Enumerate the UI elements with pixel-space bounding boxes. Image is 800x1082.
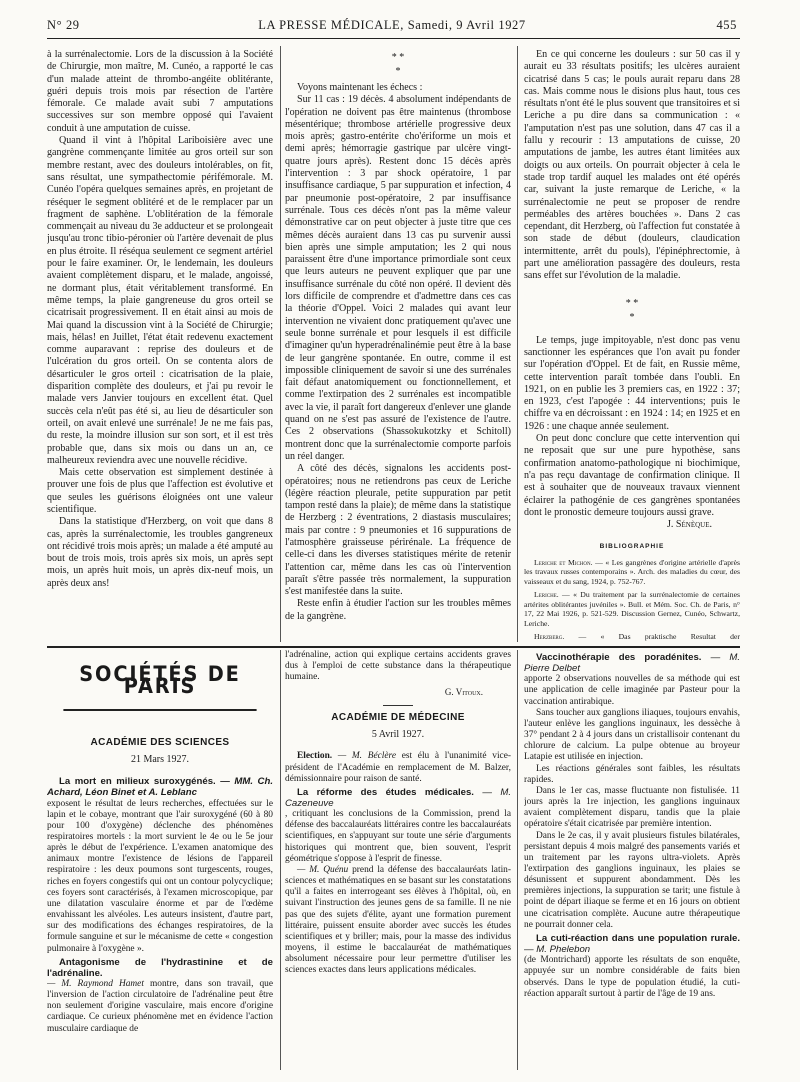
paragraph: Dans le 2e cas, il y avait plusieurs fistules bilatérales, persistant depuis 4 mois malgré des pansements variés et un traitement par les rayons ultra-violets. Après l'extirpation des ganglions inguinaux, les plaies se désunissent et suppurent abondamment. Dès les premières injections, la suppuration se tarit; une fistule à point de départ iliaque se ferme et en 16 jours on obtient une cicatrisation complète. Aucune autre thérapeutique ne pourrait donner cela. [524,830,740,930]
paragraph: Mais cette observation est simplement destinée à prouver une fois de plus que l'affection est évolutive et que seules les guérisons éloignées ont une valeur scientifique. [47,467,273,515]
academy-title: ACADÉMIE DES SCIENCES [90,736,230,748]
communication-body: (de Montrichard) apporte les résultats de son enquête, appuyée sur un nombre considérable de faits bien observés. Dans le type de population étudié, la cuti-réaction apparaît surtout à partir de l'âge de 19 ans. [524,955,740,999]
societes-column-3 [524,650,740,1070]
communication-body: Election. — M. Béclère est élu à l'unanimité vice-président de l'Académie en remplacement de M. Balzer, démissionnaire pour raison de santé. [285,751,511,784]
column-divider [517,46,518,642]
paragraph: Les réactions générales sont faibles, les résultats rapides. [524,763,740,785]
section-rule [47,646,740,648]
section-title: SOCIÉTÉS DE PARIS [63,650,256,711]
bibliography-entry: Leriche. — « Du traitement par la surrénalectomie de certaines artérites oblitérantes juvéniles ». Bull. et Mém. Soc. Ch. de Paris, n° 17, 22 Mai 1926, p. 521-529. Discussion Gernez, Cunéo, Schwartz, Leriche. [524,590,740,628]
section-asterism: * * * [625,297,639,323]
communication-body: — M. Raymond Hamet montre, dans son travail, que l'inversion de l'action circulatoire de l'adrénaline peut être non seulement d'origine vasculaire, mais encore d'origine cardiaque. Ce curieux phénomène met en évidence l'action musculaire cardiaque de [47,979,273,1034]
bibliography-entry: Leriche et Michon. — « Les gangrènes d'origine artérielle d'après les travaux russes contemporains ». Arch. des maladies du cœur, des vaisseaux et du sang, 1924, p. 752-767. [524,557,740,586]
bibliography-heading: BIBLIOGRAPHIE [599,543,665,551]
bibliography-entry: Herzberg. — « Das praktische Resultat der [534,632,740,642]
reporter-signature: G. Vitoux. [444,687,483,698]
article-column-1 [47,49,273,642]
running-header [47,18,737,34]
societes-column-2 [285,650,511,1070]
column-divider [280,46,281,642]
session-date: 5 Avril 1927. [371,729,425,741]
paragraph: Quand il vint à l'hôpital Lariboisière avec une gangrène commençante limitée au gros orteil sur son membre restant, avec des douleurs intolérables, on fit, sans résultat, une sympathectomie périfémorale. M. Cunéo l'opéra quelques semaines après, en projetant de réséquer le segment oblitéré et de le remplacer par un fragment de saphène. L'oblitération de la fémorale commençait au niveau du 3e adducteur et se prolongeait jusqu'au tronc tibio-péronier où l'artère devenait de plus en plus étroite. Il réséqua seulement ce segment artériel pour le faire examiner. Or, le lendemain, les douleurs avaient complètement disparu, et le malade, angoissé, ne dormant plus, était véritablement transformé. En même temps, la plaie gangreneuse du gros orteil se cicatrisait progressivement. Il en était ainsi au mois de Mai quand la discussion vint à la Société de Chirurgie; mais, hélas! en Juillet, l'état était redevenu exactement comme auparavant : reprise des douleurs et de l'ulcération du gros orteil. On se contenta alors de désarticuler le gros orteil : cicatrisation de la plaie, disparition complète des douleurs, et j'ai pu revoir le malade vers Janvier toujours en excellent état. Quel succès cela n'eût pas été si, au lieu de désarticuler son orteil, on avait enlevé une surrénale! Je ne me fais pas, du reste, la moindre illusion sur son sort, et il est très probable que, dans six mois ou dans un an, ce malheureux reviendra avec une nouvelle récidive. [47,135,273,466]
communication-body: — M. Quénu prend la défense des baccalauréats latin-sciences et mathématiques en se basant sur les constatations qu'il a faites en interrogeant ses élèves à l'hôpital, où, en suivant l'instruction des jeunes gens de sa famille. Il ne nie pas que des sujets d'élite, ayant une formation purement littéraire, puissent ensuite aborder avec succès les études scientifiques et y briller; mais, pour la masse des individus moyens, il estime le baccalauréat de mathématiques absolument nécessaire pour leur permettre d'utiliser les sciences exactes dans leurs applications médicales. [285,864,511,976]
author-signature: J. Sénèque. [666,519,712,531]
article-column-3 [524,49,740,642]
paragraph: Sur 11 cas : 19 décès. 4 absolument indépendants de l'opération ne doivent pas être maintenus (thrombose mésentérique; thrombose artérielle progressive deux mois après; gastro-entérite cho'ériforme un mois et demi après; hémorragie gastrique par ulcère vingt-quatre jours après). Restent donc 15 décès après l'intervention : 3 par shock opératoire, 1 par insuffisance cardiaque, 5 par suppuration et infection, 4 par pneumonie post-opératoire, 2 par insuffisance surrénale. Tous ces décès n'ont pas la même valeur démonstrative car on peut objecter à juste titre que ces mêmes décès auraient dans 13 cas pu survenir aussi bien après une simple amputation; les 2 qui nous paraissent être d'une importance primordiale sont ceux que leurs auteurs ne peuvent expliquer que par une insuffisance surrénale du côté non opéré. Il devient dès lors difficile de comprendre et d'admettre dans ces cas la théorie d'Oppel. Voici 2 malades qui avant leur intervention ne vivaient donc pratiquement qu'avec une seule bonne surrénale et pour lesquels il est difficile d'imaginer qu'un hyperadrénalinémie peut être à la base de leur gangrène spontanée. En outre, comme il est impossible cliniquement de savoir si une des surrénales fait défaut anatomiquement ou fonctionnellement, et comme l'extirpation des 2 surrénales est incompatible avec la vie, il paraît fort dangereux d'enlever une glande quand on ne s'est pas assuré de l'existence de l'autre. Ces 2 observations (Shassokukotzky et Schitoll) montrent donc que la surrénalectomie comporte parfois un réel danger. [285,94,511,462]
paragraph: Dans le 1er cas, masse fluctuante non fistulisée. 11 jours après la 1re injection, les ganglions inguinaux avaient complètement disparu, tandis que la plaie opératoire s'était cicatrisée par première intention. [524,785,740,830]
issue-number: N° 29 [47,18,80,32]
paragraph: Dans la statistique d'Herzberg, on voit que dans 8 cas, après la surrénalectomie, les troubles gangreneux ont récidivé trois mois après; un malade a été amputé au bout de trois mois, trois après six mois, un après sept mois, un après huit mois, un après dix-neuf mois, un après deux ans! [47,516,273,589]
page-number: 455 [716,18,737,32]
journal-title: LA PRESSE MÉDICALE, Samedi, 9 Avril 1927 [258,18,526,32]
column-divider [517,650,518,1070]
communication-title: La cuti-réaction dans une population rurale. — M. Phelebon [524,932,740,956]
communication-title: La mort en milieux suroxygénés. — MM. Ch. Achard, Léon Binet et A. Leblanc [47,776,273,799]
communication-body: exposent le résultat de leurs recherches, effectuées sur le lapin et le cobaye, montrant que l'air suroxygéné (60 à 80 pour 100 d'oxygène) déclenche des phénomènes respiratoires mortels : la mort survient le 4e ou le 5e jour après le début de l'expérience. L'examen anatomique des animaux montre l'existence de lésions de l'appareil respiratoire : les deux poumons sont turgescents, rouges, riches en foyers congestifs qui ont un contour polycyclique; ces foyers sont caractérisés, à l'examen microscopique, par une dilatation vasculaire énorme et par de l'œdème envahissant les alvéoles. Les auteurs insistent, d'autre part, sur des modifications des échanges respiratoires, de la formule sanguine et sur le mécanisme de cette « congestion pulmonaire à l'oxygène ». [47,798,273,954]
communication-body: , critiquant les conclusions de la Commission, prend la défense des baccalauréats littéraires contre les baccalauréats scientifiques, en s'appuyant sur toute une série d'arguments historiques qui montrent que, bien souvent, l'esprit géométrique s'oppose à l'esprit de finesse. [285,809,511,864]
paragraph: On peut donc conclure que cette intervention qui ne reposait que sur une pure hypothèse, sans confirmation anatomo-pathologique ni biochimique, n'a pas reçu davantage de confirmation clinique. Il est à souhaiter que de nouveaux travaux viennent éclairer la pathogénie de ces gangrènes spontanées dont le pronostic demeure toujours aussi grave. [524,433,740,518]
paragraph: Reste enfin à étudier l'action sur les troubles mêmes de la gangrène. [285,598,511,622]
paragraph: A côté des décès, signalons les accidents post-opératoires; nous ne retiendrons pas ceux de Leriche (légère réaction pleurale, petite suppuration par petit tampon resté dans la plaie); de même dans la statistique de Herzberg : 2 éventrations, 2 diastasis musculaires; mais par contre : 9 pneumonies et 16 suppurations de l'atmosphère graisseuse périrénale. La fréquence de celle-ci dans les diverses statistiques mérite de retenir l'attention car, même dans les cas où l'intervention paraît s'être passée très normalement, la suppuration s'est manifestée dans la suite. [285,463,511,598]
communication-body: apporte 2 observations nouvelles de sa méthode qui est une application de celle imaginée par Pasteur pour la vaccination antirabique. [524,674,740,707]
article-column-2 [285,49,511,642]
paragraph: En ce qui concerne les douleurs : sur 50 cas il y aurait eu 33 résultats positifs; les ulcères auraient cicatrisé dans 5 cas; le pouls aurait reparu dans 28 cas. Mais comme nous le disions plus haut, tous ces résultats n'ont été le plus souvent que transitoires et si Leriche a pu dire dans sa communication : « l'amputation n'est pas une solution, dans 47 cas il a fallu y recourir : 13 amputations de cuisse, 20 amputations de jambe, les autres étant limitées aux doigts ou aux orteils. On pourrait objecter à cela le stade trop tardif auquel les malades ont été opérés car, suivant la juste remarque de Leriche, « la surrénalectomie ne peut se proposer de rendre perméables des artères bouchées ». Dans 2 cas cependant, dit Herzberg, où l'affection fut constatée à son stade de début (douleurs, claudication intermittente, arrêt du pouls), l'épinéphrectomie, à part une amélioration passagère des douleurs, resta sans effet sur l'évolution de la maladie. [524,49,740,282]
session-date: 21 Mars 1927. [130,753,190,765]
academy-title: ACADÉMIE DE MÉDECINE [331,711,465,723]
paragraph: à la surrénalectomie. Lors de la discussion à la Société de Chirurgie, mon maître, M. Cunéo, a rapporté le cas d'un malade atteint de thrombo-angéite oblitérante, guéri depuis trois mois par résection de l'artère fémorale. Ce malade avait subi 7 amputations successives sur son membre opposé qui l'avaient conduit à une amputation de cuisse. [47,49,273,134]
column-divider [280,650,281,1070]
communication-title: La réforme des études médicales. — M. Cazeneuve [285,786,511,809]
paragraph: Le temps, juge impitoyable, n'est donc pas venu sanctionner les espérances que l'on avait pu fonder sur l'opération d'Oppel. Et de fait, en Russie même, cette intervention paraît tombée dans l'oubli. En 1921, on en publie les 3 premiers cas, en 1922 : 37; en 1923, c'est l'apogée : 44 interventions; puis le chiffre va en décroissant : en 1924 : 14; en 1925 et en 1926 : une chaque année seulement. [524,334,740,432]
separator [383,705,413,706]
section-asterism: * * * [391,52,405,77]
paragraph: Sans toucher aux ganglions iliaques, toujours envahis, l'auteur enlève les ganglions inguinaux, les dessèche à 37° pendant 2 à 4 jours dans un cristallisoir contenant du chlorure de calcium. La pulpe obtenue au broyeur Latapie est utilisée en injection. [524,707,740,763]
communication-title: Antagonisme de l'hydrastinine et de l'adrénaline. [47,956,273,979]
communication-title: Vaccinothérapie des poradénites. — M. Pierre Delbet [524,652,740,675]
societes-column-1 [47,650,273,1070]
paragraph: Voyons maintenant les échecs : [297,82,423,93]
communication-body: l'adrénaline, action qui explique certains accidents graves dus à l'emploi de cette substance dans la thérapeutique humaine. [285,650,511,683]
header-rule [47,38,740,39]
